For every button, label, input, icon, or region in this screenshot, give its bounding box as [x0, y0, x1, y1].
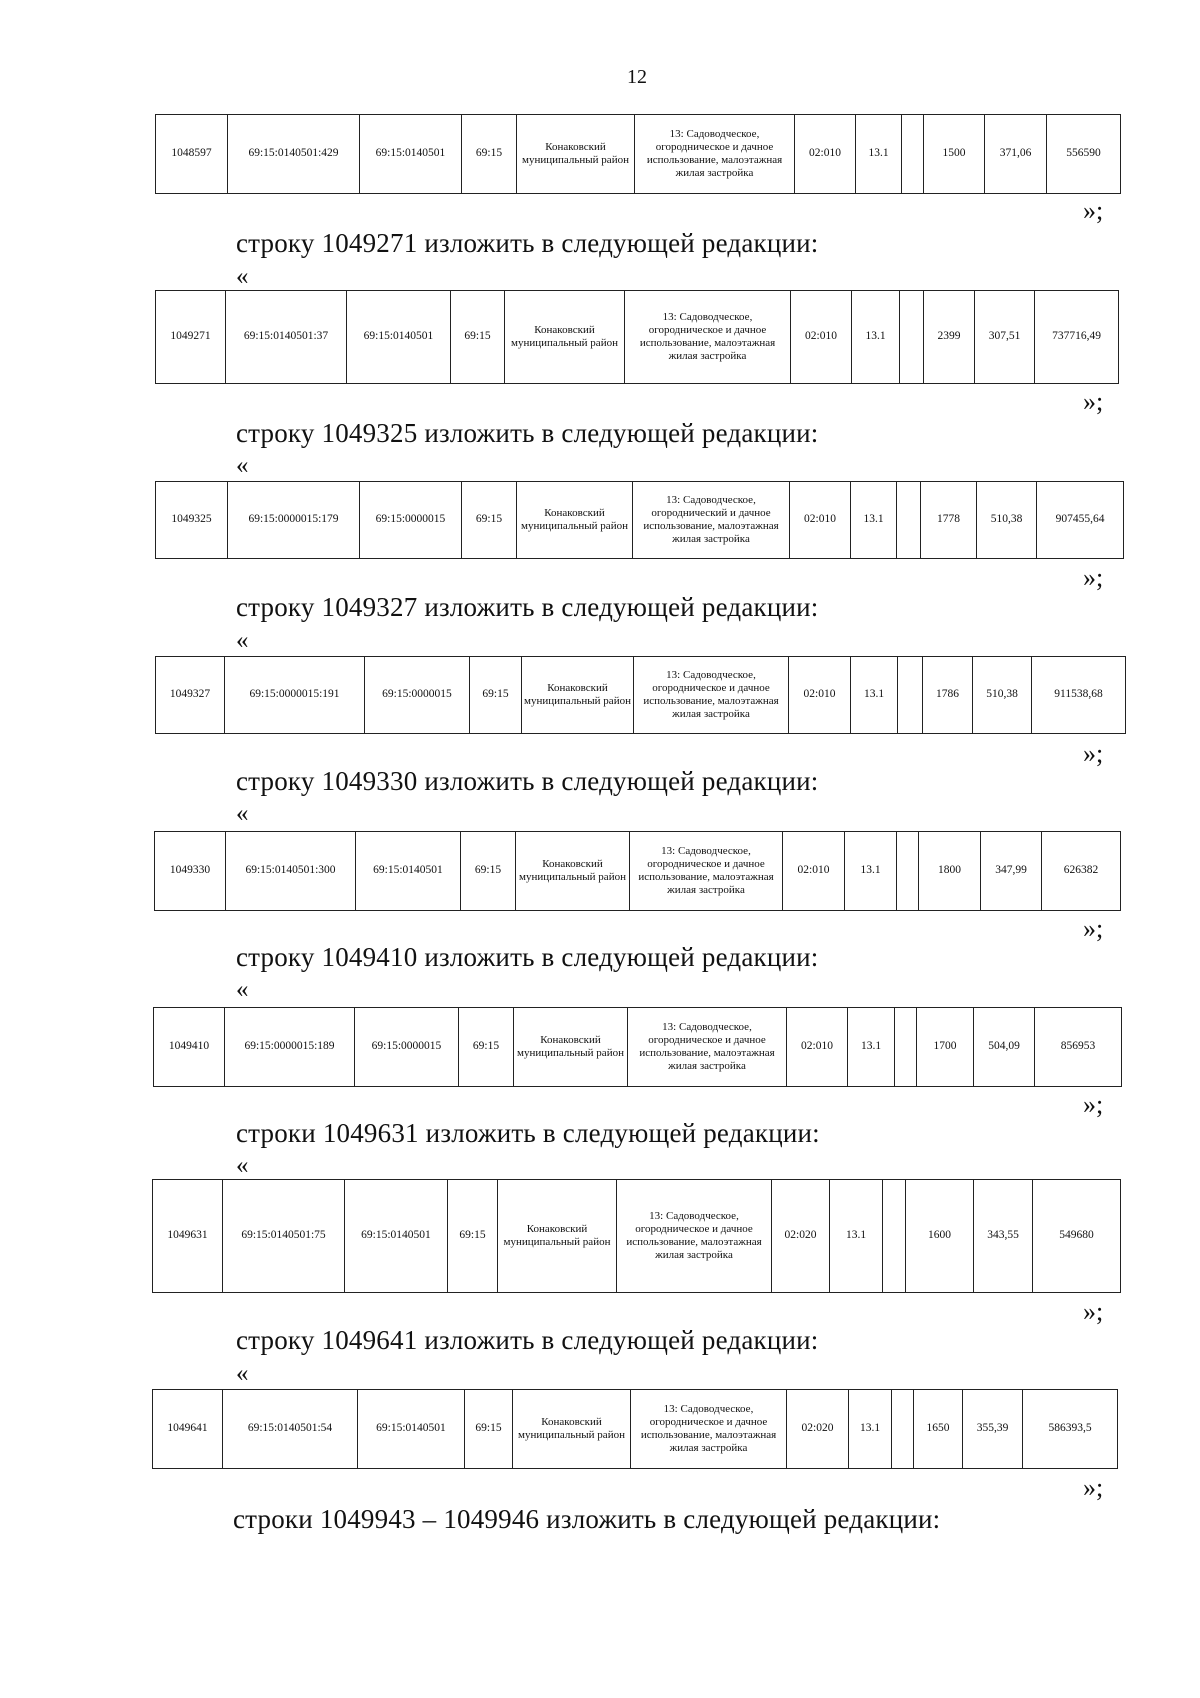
cell-quarter: 69:15:0000015 [355, 1008, 459, 1087]
instruction-heading-2: строку 1049271 изложить в следующей редакции: [236, 228, 819, 258]
record-table-5 [154, 831, 1121, 911]
cell-land-use: 13: Садоводческое, огородническое и дачное использование, малоэтажная жилая застройка [635, 115, 795, 194]
cell-subgroup: 13.1 [830, 1180, 883, 1293]
cell-quarter: 69:15:0140501 [358, 1390, 465, 1469]
cell-municipality: Конаковский муниципальный район [498, 1180, 617, 1293]
cell-district-code: 69:15 [451, 291, 505, 384]
cell-cadastral-number: 69:15:0000015:189 [225, 1008, 355, 1087]
close-quote-8: »; [1083, 1473, 1104, 1502]
cell-area: 2399 [924, 291, 975, 384]
cell-code: 1048597 [156, 115, 228, 194]
cell-specific-value: 347,99 [981, 832, 1042, 911]
cell-area: 1800 [919, 832, 981, 911]
cell-specific-value: 504,09 [974, 1008, 1035, 1087]
cell-area: 1600 [906, 1180, 974, 1293]
cell-subgroup: 13.1 [851, 482, 897, 559]
cell-cadastral-value: 549680 [1033, 1180, 1121, 1293]
cell-subgroup: 13.1 [851, 657, 898, 734]
cell-municipality: Конаковский муниципальный район [517, 115, 635, 194]
cell-group: 02:010 [787, 1008, 848, 1087]
cell-subgroup: 13.1 [856, 115, 902, 194]
cell-area: 1500 [924, 115, 985, 194]
table-row [154, 1008, 1122, 1087]
cell-empty [883, 1180, 906, 1293]
cell-land-use: 13: Садоводческое, огороднический и дачное использование, малоэтажная жилая застройка [633, 482, 790, 559]
close-quote-4: »; [1083, 739, 1104, 768]
open-quote-5: « [236, 800, 249, 827]
cell-area: 1700 [917, 1008, 974, 1087]
cell-code: 1049641 [153, 1390, 223, 1469]
record-table-8 [152, 1389, 1118, 1469]
table-row [153, 1390, 1118, 1469]
cell-quarter: 69:15:0140501 [347, 291, 451, 384]
cell-code: 1049330 [155, 832, 226, 911]
cell-area: 1786 [923, 657, 973, 734]
cell-cadastral-value: 586393,5 [1023, 1390, 1118, 1469]
open-quote-6: « [236, 976, 249, 1003]
cell-quarter: 69:15:0000015 [365, 657, 470, 734]
cell-code: 1049271 [156, 291, 226, 384]
cell-subgroup: 13.1 [845, 832, 897, 911]
record-table-3 [155, 481, 1124, 559]
cell-cadastral-value: 556590 [1047, 115, 1121, 194]
cell-empty [892, 1390, 914, 1469]
instruction-heading-8: строку 1049641 изложить в следующей редакции: [236, 1325, 819, 1355]
cell-code: 1049410 [154, 1008, 225, 1087]
cell-cadastral-number: 69:15:0140501:75 [223, 1180, 345, 1293]
cell-group: 02:010 [790, 482, 851, 559]
instruction-heading-4: строку 1049327 изложить в следующей редакции: [236, 592, 819, 622]
cell-area: 1650 [914, 1390, 963, 1469]
record-table-4 [155, 656, 1126, 734]
table-row [156, 657, 1126, 734]
cell-group: 02:010 [795, 115, 856, 194]
cell-municipality: Конаковский муниципальный район [514, 1008, 628, 1087]
cell-empty [897, 832, 919, 911]
table-row [156, 115, 1121, 194]
cell-code: 1049325 [156, 482, 228, 559]
cell-cadastral-number: 69:15:0140501:429 [228, 115, 360, 194]
cell-district-code: 69:15 [459, 1008, 514, 1087]
close-quote-5: »; [1083, 914, 1104, 943]
close-quote-6: »; [1083, 1090, 1104, 1119]
open-quote-7: « [236, 1152, 249, 1179]
instruction-heading-3: строку 1049325 изложить в следующей редакции: [236, 418, 819, 448]
cell-cadastral-number: 69:15:0140501:37 [226, 291, 347, 384]
record-table-6 [153, 1007, 1122, 1087]
close-quote-7: »; [1083, 1297, 1104, 1326]
cell-subgroup: 13.1 [848, 1008, 895, 1087]
instruction-heading-final: строки 1049943 – 1049946 изложить в следующей редакции: [233, 1504, 941, 1534]
cell-empty [898, 657, 923, 734]
open-quote-8: « [236, 1360, 249, 1387]
cell-quarter: 69:15:0140501 [360, 115, 462, 194]
cell-district-code: 69:15 [462, 115, 517, 194]
cell-cadastral-value: 626382 [1042, 832, 1121, 911]
cell-district-code: 69:15 [465, 1390, 513, 1469]
instruction-heading-6: строку 1049410 изложить в следующей редакции: [236, 942, 819, 972]
cell-quarter: 69:15:0140501 [356, 832, 461, 911]
cell-cadastral-value: 737716,49 [1035, 291, 1119, 384]
table-row [155, 832, 1121, 911]
open-quote-3: « [236, 452, 249, 479]
cell-district-code: 69:15 [462, 482, 517, 559]
cell-area: 1778 [921, 482, 977, 559]
cell-cadastral-number: 69:15:0000015:179 [228, 482, 360, 559]
cell-empty [897, 482, 921, 559]
table-row [156, 291, 1119, 384]
cell-land-use: 13: Садоводческое, огородническое и дачное использование, малоэтажная жилая застройка [625, 291, 791, 384]
cell-group: 02:020 [787, 1390, 849, 1469]
close-quote-2: »; [1083, 387, 1104, 416]
cell-land-use: 13: Садоводческое, огородническое и дачное использование, малоэтажная жилая застройка [617, 1180, 772, 1293]
cell-land-use: 13: Садоводческое, огородническое и дачное использование, малоэтажная жилая застройка [634, 657, 789, 734]
cell-cadastral-value: 911538,68 [1032, 657, 1126, 734]
cell-specific-value: 343,55 [974, 1180, 1033, 1293]
cell-municipality: Конаковский муниципальный район [517, 482, 633, 559]
instruction-heading-5: строку 1049330 изложить в следующей редакции: [236, 766, 819, 796]
cell-land-use: 13: Садоводческое, огородническое и дачное использование, малоэтажная жилая застройка [630, 832, 783, 911]
cell-empty [900, 291, 924, 384]
cell-quarter: 69:15:0000015 [360, 482, 462, 559]
cell-cadastral-number: 69:15:0140501:300 [226, 832, 356, 911]
cell-land-use: 13: Садоводческое, огородническое и дачное использование, малоэтажная жилая застройка [628, 1008, 787, 1087]
cell-district-code: 69:15 [470, 657, 522, 734]
cell-group: 02:020 [772, 1180, 830, 1293]
cell-district-code: 69:15 [448, 1180, 498, 1293]
cell-subgroup: 13.1 [852, 291, 900, 384]
cell-group: 02:010 [789, 657, 851, 734]
cell-land-use: 13: Садоводческое, огородническое и дачное использование, малоэтажная жилая застройка [631, 1390, 787, 1469]
cell-cadastral-number: 69:15:0140501:54 [223, 1390, 358, 1469]
cell-specific-value: 355,39 [963, 1390, 1023, 1469]
cell-cadastral-value: 856953 [1035, 1008, 1122, 1087]
cell-specific-value: 510,38 [977, 482, 1037, 559]
cell-subgroup: 13.1 [849, 1390, 892, 1469]
cell-group: 02:010 [791, 291, 852, 384]
cell-cadastral-value: 907455,64 [1037, 482, 1124, 559]
cell-specific-value: 371,06 [985, 115, 1047, 194]
record-table-1 [155, 114, 1121, 194]
record-table-2 [155, 290, 1119, 384]
cell-municipality: Конаковский муниципальный район [516, 832, 630, 911]
cell-municipality: Конаковский муниципальный район [522, 657, 634, 734]
cell-empty [902, 115, 924, 194]
table-row [156, 482, 1124, 559]
table-row [153, 1180, 1121, 1293]
close-quote-1: »; [1083, 196, 1104, 225]
cell-specific-value: 510,38 [973, 657, 1032, 734]
cell-municipality: Конаковский муниципальный район [505, 291, 625, 384]
page-number: 12 [627, 66, 647, 88]
open-quote-2: « [236, 263, 249, 290]
cell-cadastral-number: 69:15:0000015:191 [225, 657, 365, 734]
open-quote-4: « [236, 627, 249, 654]
record-table-7 [152, 1179, 1121, 1293]
cell-district-code: 69:15 [461, 832, 516, 911]
cell-quarter: 69:15:0140501 [345, 1180, 448, 1293]
close-quote-3: »; [1083, 563, 1104, 592]
cell-group: 02:010 [783, 832, 845, 911]
cell-code: 1049631 [153, 1180, 223, 1293]
cell-specific-value: 307,51 [975, 291, 1035, 384]
cell-code: 1049327 [156, 657, 225, 734]
cell-municipality: Конаковский муниципальный район [513, 1390, 631, 1469]
instruction-heading-7: строки 1049631 изложить в следующей редакции: [236, 1118, 820, 1148]
cell-empty [895, 1008, 917, 1087]
